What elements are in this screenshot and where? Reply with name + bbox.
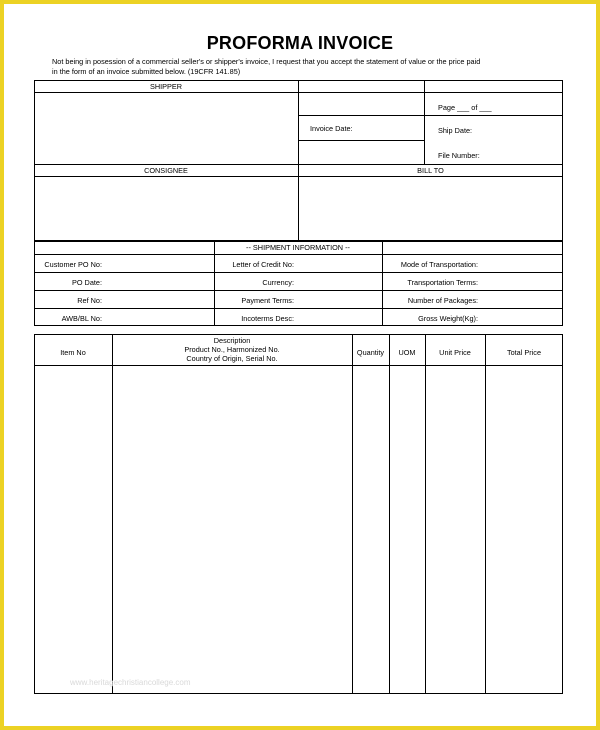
mode-of-transportation-label: Mode of Transportation: <box>400 260 478 269</box>
items-table <box>34 334 563 694</box>
ref-no-label: Ref No: <box>77 296 102 305</box>
consignee-label: CONSIGNEE <box>144 166 188 175</box>
gross-weight-label: Gross Weight(Kg): <box>418 314 478 323</box>
transportation-terms-label: Transportation Terms: <box>407 278 478 287</box>
incoterms-label: Incoterms Desc: <box>241 314 294 323</box>
description-header: Description Product No., Harmonized No. Country of Origin, Serial No. <box>184 336 280 363</box>
item-no-header: Item No <box>60 348 86 357</box>
page-label: Page ___ of ___ <box>438 103 492 112</box>
shipment-info-label: -- SHIPMENT INFORMATION -- <box>246 243 350 252</box>
po-date-label: PO Date: <box>71 278 102 287</box>
currency-label: Currency: <box>262 278 294 287</box>
customer-po-label: Customer PO No: <box>44 260 102 269</box>
unit-price-header: Unit Price <box>439 348 471 357</box>
page-title: PROFORMA INVOICE <box>206 33 394 53</box>
awb-bl-label: AWB/BL No: <box>61 314 102 323</box>
total-price-header: Total Price <box>506 348 542 357</box>
bill-to-label: BILL TO <box>417 166 444 175</box>
number-of-packages-label: Number of Packages: <box>407 296 478 305</box>
shipper-label: SHIPPER <box>149 82 183 91</box>
invoice-date-label: Invoice Date: <box>310 124 353 133</box>
letter-of-credit-label: Letter of Credit No: <box>232 260 294 269</box>
watermark: www.heritagechristiancollege.com <box>70 678 191 687</box>
payment-terms-label: Payment Terms: <box>241 296 294 305</box>
intro-text: Not being in posession of a commercial seller's or shipper's invoice, I request that you accept the statement of value or the price paid in the form of an invoice submitted below. (19CFR 141.85) <box>52 57 481 76</box>
file-number-label: File Number: <box>438 151 480 160</box>
uom-header: UOM <box>398 348 416 357</box>
ship-date-label: Ship Date: <box>438 126 473 135</box>
quantity-header: Quantity <box>356 348 385 357</box>
